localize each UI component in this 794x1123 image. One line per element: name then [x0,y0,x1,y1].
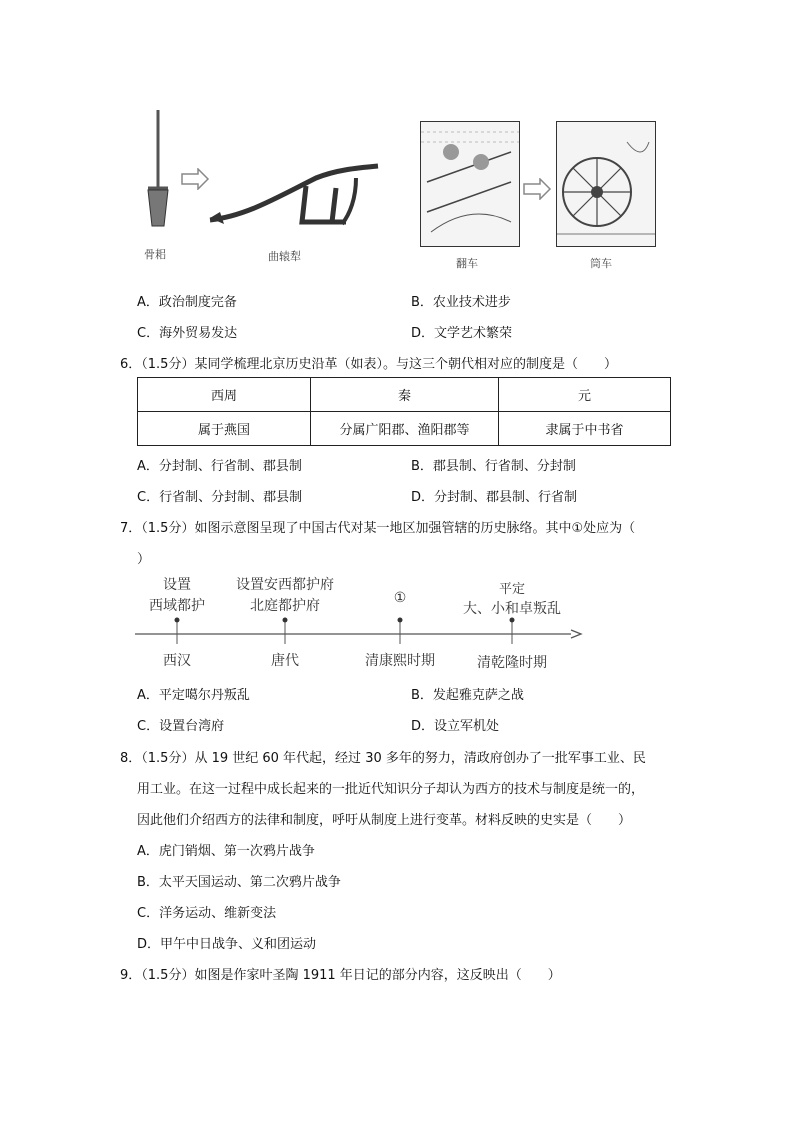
q8-option-b[interactable]: B．太平天国运动、第二次鸦片战争 [137,875,341,890]
caption-square-pallet-chain-pump: 翻车 [456,257,478,270]
q5-option-d[interactable]: D．文学艺术繁荣 [411,326,513,341]
q6-option-a[interactable]: A．分封制、行省制、郡县制 [137,459,302,474]
q6-table-cell: 分属广阳郡、渔阳郡等 [311,412,499,446]
q5-option-a[interactable]: A．政治制度完备 [137,295,237,310]
q6-table-header: 秦 [311,378,499,412]
q8-stem-line3: 因此他们介绍西方的法律和制度，呼吁从制度上进行变革。材料反映的史实是（ ） [137,813,632,828]
q6-option-b[interactable]: B．郡县制、行省制、分封制 [411,459,576,474]
timeline-placeholder-marker: ① [393,590,407,606]
caption-curved-plough: 曲辕犁 [268,250,301,263]
timeline-tick [510,618,515,645]
q7-option-d[interactable]: D．设立军机处 [411,719,500,734]
q6-option-d[interactable]: D．分封制、郡县制、行省制 [411,490,578,505]
q7-timeline [135,570,585,675]
timeline-period: 唐代 [271,653,299,669]
q8-stem-line2: 用工业。在这一过程中成长起来的一批近代知识分子却认为西方的技术与制度是统一的， [137,782,645,797]
caption-bone-spade: 骨耜 [144,248,166,261]
q5-option-c[interactable]: C．海外贸易发达 [137,326,238,341]
timeline-tick [283,618,288,645]
q5-option-b[interactable]: B．农业技术进步 [411,295,511,310]
q8-stem-line1: 8．（1.5分）从 19 世纪 60 年代起，经过 30 多年的努力，清政府创办了一批军事工业、民 [120,751,646,766]
curved-plough-image [206,158,386,238]
square-pallet-chain-pump-image [420,121,520,247]
q6-table-cell: 隶属于中书省 [499,412,671,446]
arrow-right-icon [522,178,552,200]
timeline-event-bottom: 西域都护 [149,598,205,614]
timeline-event-top: 平定 [498,582,525,597]
q6-option-c[interactable]: C．行省制、分封制、郡县制 [137,490,303,505]
caption-tube-wheel: 筒车 [590,257,612,270]
q8-option-d[interactable]: D．甲午中日战争、义和团运动 [137,937,317,952]
timeline-event-top: 设置安西都护府 [236,577,334,593]
q7-option-c[interactable]: C．设置台湾府 [137,719,225,734]
timeline-period: 西汉 [163,653,191,669]
q7-stem-line1: 7．（1.5分）如图示意图呈现了中国古代对某一地区加强管辖的历史脉络。其中①处应为（ [120,521,636,536]
tube-wheel-image [556,121,656,247]
timeline-event-bottom: 大、小和卓叛乱 [463,601,561,617]
q6-table-header: 元 [499,378,671,412]
bone-spade-image [140,108,180,238]
q7-stem-line2: ） [137,552,151,567]
q7-option-a[interactable]: A．平定噶尔丹叛乱 [137,688,250,703]
timeline-period: 清乾隆时期 [477,655,547,671]
q6-table-cell: 属于燕国 [138,412,311,446]
timeline-event-top: 设置 [163,577,191,593]
q9-stem: 9．（1.5分）如图是作家叶圣陶 1911 年日记的部分内容，这反映出（ ） [120,968,561,983]
q6-table [137,377,671,446]
q7-option-b[interactable]: B．发起雅克萨之战 [411,688,524,703]
timeline-period: 清康熙时期 [365,653,435,669]
timeline-event-bottom: 北庭都护府 [250,598,320,614]
q8-option-c[interactable]: C．洋务运动、维新变法 [137,906,277,921]
q6-stem: 6．（1.5分）某同学梳理北京历史沿革（如表）。与这三个朝代相对应的制度是（ ） [120,357,617,372]
timeline-tick [398,618,403,645]
q8-option-a[interactable]: A．虎门销烟、第一次鸦片战争 [137,844,315,859]
timeline-tick [175,618,180,645]
q6-table-header: 西周 [138,378,311,412]
